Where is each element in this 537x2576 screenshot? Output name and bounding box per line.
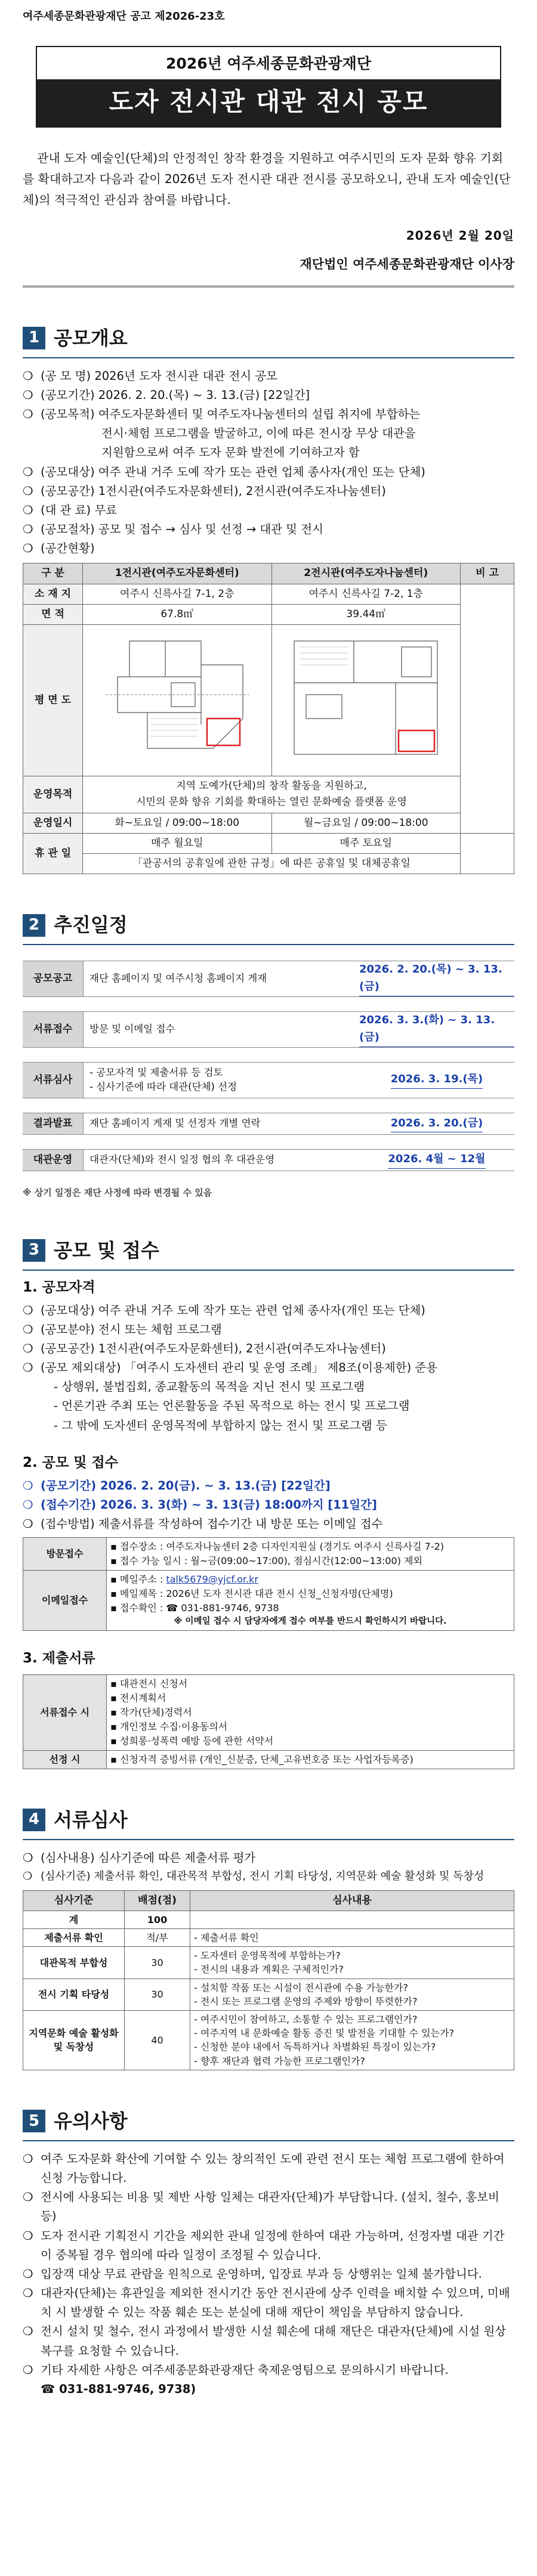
table-cell: 67.8㎡ xyxy=(83,604,272,624)
list-item: ❍ (공 모 명) 2026년 도자 전시관 대관 전시 공모 xyxy=(23,367,514,386)
email-link[interactable]: talk5679@yjcf.or.kr xyxy=(166,1574,258,1586)
schedule-desc: 재단 홈페이지 게재 및 선정자 개별 연락 xyxy=(90,1117,261,1129)
section-heading-cautions xyxy=(23,2106,514,2137)
circle-bullet-icon: ❍ xyxy=(23,1361,33,1375)
schedule-desc: 대관자(단체)와 전시 일정 협의 후 대관운영 xyxy=(90,1153,275,1165)
section-rule xyxy=(23,1839,514,1840)
title-box xyxy=(36,46,501,128)
header-subtitle: 2026년 여주세종문화관광재단 xyxy=(166,54,371,72)
table-cell: 지역 도예가(단체)의 창작 활동을 지원하고, 시민의 문화 향유 기회를 확대하는 열린 문화예술 플랫폼 운영 xyxy=(83,776,461,813)
section-heading-schedule xyxy=(23,910,514,940)
section-heading-apply xyxy=(23,1236,514,1266)
schedule-date: 2026. 4월 ~ 12월 xyxy=(359,1150,514,1171)
schedule-step: 대관운영 xyxy=(23,1150,84,1171)
section-heading-overview xyxy=(23,323,514,354)
schedule-step: 공모공고 xyxy=(23,961,84,996)
list-item: ❍ (공모 제외대상) 「여주시 도자센터 관리 및 운영 조례」 제8조(이용제한) 준용 xyxy=(23,1358,514,1377)
table-cell: 계 xyxy=(23,1911,125,1928)
schedule-date: 2026. 3. 20.(금) xyxy=(359,1113,514,1134)
notice-date: 2026년 2월 20일 xyxy=(406,228,514,243)
space-table xyxy=(23,563,514,874)
row-label: 운영일시 xyxy=(23,813,83,833)
subheading: 3. 제출서류 xyxy=(23,1650,95,1666)
section-title: 공모 및 접수 xyxy=(54,1239,159,1262)
review-list xyxy=(23,1849,514,1885)
row-label: 소 재 지 xyxy=(23,584,83,604)
cautions-list xyxy=(23,2150,514,2398)
table-cell: ▪ 메일주소 : talk5679@yjcf.or.kr ▪ 메일제목 : 2026년 도자 전시관 대관 전시 신청_신청자명(단체명) ▪ 접수확인 : ☎ 031-881-9746, 9738 ※ 이메일 접수 시 담당자에게 접수 여부를 반드시 확인하시기 바랍니다. xyxy=(107,1571,514,1631)
circle-bullet-icon: ❍ xyxy=(23,2267,33,2281)
circle-bullet-icon: ❍ xyxy=(23,1322,33,1336)
circle-bullet-icon: ❍ xyxy=(23,465,33,479)
circle-bullet-icon: ❍ xyxy=(23,1478,33,1493)
row-label: 휴 관 일 xyxy=(23,833,83,874)
documents-table xyxy=(23,1674,514,1769)
schedule-desc: 방문 및 이메일 접수 xyxy=(90,1023,175,1035)
row-label: 운영목적 xyxy=(23,776,83,813)
table-cell: 「관공서의 공휴일에 관한 규정」에 따른 공휴일 및 대체공휴일 xyxy=(83,853,461,874)
circle-bullet-icon: ❍ xyxy=(23,503,33,517)
section-number: 1 xyxy=(23,327,45,349)
circle-bullet-icon: ❍ xyxy=(23,1869,33,1883)
section-rule xyxy=(23,2140,514,2141)
table-cell: ▪ 접수장소 : 여주도자나눔센터 2층 디자인지원실 (경기도 여주시 신륵사길 7-2) ▪ 접수 가능 일시 : 월~금(09:00~17:00), 점심시간(12:00~13:00) 제외 xyxy=(107,1538,514,1571)
circle-bullet-icon: ❍ xyxy=(23,2151,33,2166)
section-title: 유의사항 xyxy=(54,2109,128,2132)
list-item: ❍ (심사내용) 심사기준에 따른 제출서류 평가 xyxy=(23,1849,514,1868)
circle-bullet-icon: ❍ xyxy=(23,541,33,556)
subheading: 1. 공모자격 xyxy=(23,1279,95,1295)
list-item: ❍ 여주 도자문화 확산에 기여할 수 있는 창의적인 도예 관련 전시 또는 체험 프로그램에 한하여 신청 가능합니다. xyxy=(23,2150,514,2188)
circle-bullet-icon: ❍ xyxy=(23,2190,33,2205)
table-cell: 39.44㎡ xyxy=(271,604,461,624)
table-row: 대관목적 부합성 30 - 도자센터 운영목적에 부합하는가? - 전시의 내용과 계획은 구체적인가? xyxy=(23,1947,514,1979)
intro-paragraph: 관내 도자 예술인(단체)의 안정적인 창작 환경을 지원하고 여주시민의 도자 문화 향유 기회를 확대하고자 다음과 같이 2026년 도자 전시관 대관 전시를 공모하오니, 관내 도자 예술인(단체)의 적극적인 관심과 참여를 바랍니다. xyxy=(23,150,511,207)
section-number: 2 xyxy=(23,914,45,937)
list-item: ❍ (공모분야) 전시 또는 체험 프로그램 xyxy=(23,1320,514,1339)
circle-bullet-icon: ❍ xyxy=(23,522,33,537)
list-item: ❍ 전시 설치 및 철수, 전시 과정에서 발생한 시설 훼손에 대해 재단은 대관자(단체)에 시설 원상복구를 요청할 수 있습니다. xyxy=(23,2322,514,2360)
apply-list xyxy=(23,1476,514,1534)
divider xyxy=(23,286,514,287)
dash-item: - 언론기관 주최 또는 언론활동을 주된 목적으로 하는 전시 및 프로그램 xyxy=(54,1399,410,1413)
submission-method-table xyxy=(23,1537,514,1631)
list-item: ❍ (접수기간) 2026. 3. 3(화) ~ 3. 13(금) 18:00까지 [11일간] xyxy=(23,1496,514,1515)
table-cell: 매주 월요일 xyxy=(83,833,272,853)
schedule-row xyxy=(23,1113,514,1135)
table-row: 제출서류 확인 적/부 - 제출서류 확인 xyxy=(23,1929,514,1947)
list-item: ❍ 전시에 사용되는 비용 및 제반 사항 일체는 대관자(단체)가 부담합니다. (설치, 철수, 홍보비 등) xyxy=(23,2188,514,2226)
header-title: 도자 전시관 대관 전시 공모 xyxy=(37,79,500,126)
review-criteria-table xyxy=(23,1890,514,2070)
table-row: 지역문화 예술 활성화 및 독창성 40 - 여주시민이 참여하고, 소통할 수 있는 프로그램인가? - 여주지역 내 문화예술 활동 증진 및 발전을 기대할 수 있는가? - 신청한 분야 내에서 독특하거나 차별화된 특징이 있는가? - 향후 재단과 협력 가능한 프로그램인가? xyxy=(23,2010,514,2070)
schedule-row xyxy=(23,1149,514,1171)
notice-number: 여주세종문화관광재단 공고 제2026-23호 xyxy=(23,10,225,23)
circle-bullet-icon: ❍ xyxy=(23,2363,33,2377)
section-number: 4 xyxy=(23,1809,45,1831)
table-header: 심사기준 xyxy=(23,1890,125,1911)
row-label: 방문접수 xyxy=(23,1538,107,1571)
table-header: 1전시관(여주도자문화센터) xyxy=(83,564,272,584)
list-item: ❍ 기타 자세한 사항은 여주세종문화관광재단 축제운영팀으로 문의하시기 바랍니다. xyxy=(23,2361,514,2380)
dash-item: - 상행위, 불법집회, 종교활동의 목적을 지닌 전시 및 프로그램 xyxy=(54,1380,365,1394)
circle-bullet-icon: ❍ xyxy=(23,484,33,498)
schedule-note: ※ 상기 일정은 재단 사정에 따라 변경될 수 있음 xyxy=(23,1187,212,1198)
row-label: 평 면 도 xyxy=(23,625,83,776)
list-item-continued: 지원함으로써 여주 도자 문화 발전에 기여하고자 함 xyxy=(101,445,360,460)
signature: 재단법인 여주세종문화관광재단 이사장 xyxy=(300,256,514,271)
table-cell: ▪ 대관전시 신청서 ▪ 전시계획서 ▪ 작가(단체)경력서 ▪ 개인정보 수집·이용동의서 ▪ 성희롱·성폭력 예방 등에 관한 서약서 xyxy=(107,1674,514,1750)
list-item: ❍ (공모공간) 1전시관(여주도자문화센터), 2전시관(여주도자나눔센터) xyxy=(23,482,514,501)
circle-bullet-icon: ❍ xyxy=(23,1850,33,1865)
schedule-step: 서류접수 xyxy=(23,1012,84,1047)
list-item: ❍ (대 관 료) 무료 xyxy=(23,501,514,520)
circle-bullet-icon: ❍ xyxy=(23,369,33,383)
subheading: 2. 공모 및 접수 xyxy=(23,1454,118,1470)
table-header: 2전시관(여주도자나눔센터) xyxy=(271,564,461,584)
table-cell: 화~토요일 / 09:00~18:00 xyxy=(83,813,272,833)
dash-item: - 그 밖에 도자센터 운영목적에 부합하지 않는 전시 및 프로그램 등 xyxy=(54,1418,387,1432)
list-item: ❍ (공모기간) 2026. 2. 20(금). ~ 3. 13.(금) [22일간] xyxy=(23,1476,514,1496)
list-item: ❍ (공모대상) 여주 관내 거주 도예 작가 또는 관련 업체 종사자(개인 또는 단체) xyxy=(23,1301,514,1320)
schedule-step: 서류심사 xyxy=(23,1063,84,1098)
circle-bullet-icon: ❍ xyxy=(23,388,33,402)
circle-bullet-icon: ❍ xyxy=(23,1303,33,1317)
circle-bullet-icon: ❍ xyxy=(23,407,33,422)
circle-bullet-icon: ❍ xyxy=(23,2324,33,2339)
section-rule xyxy=(23,357,514,358)
table-cell: 여주시 신륵사길 7-1, 2층 xyxy=(83,584,272,604)
section-title: 서류심사 xyxy=(54,1808,128,1831)
list-item: ❍ (공모공간) 1전시관(여주도자문화센터), 2전시관(여주도자나눔센터) xyxy=(23,1339,514,1358)
row-label: 선정 시 xyxy=(23,1750,107,1769)
circle-bullet-icon: ❍ xyxy=(23,2286,33,2301)
section-rule xyxy=(23,944,514,945)
list-item: ❍ (공모대상) 여주 관내 거주 도예 작가 또는 관련 업체 종사자(개인 또는 단체) xyxy=(23,463,514,482)
table-cell: 월~금요일 / 09:00~18:00 xyxy=(271,813,461,833)
overview-list xyxy=(23,367,514,559)
schedule-row xyxy=(23,961,514,997)
section-heading-review xyxy=(23,1805,514,1835)
row-label: 서류접수 시 xyxy=(23,1674,107,1750)
list-item: ❍ (공모절차) 공모 및 접수 → 심사 및 선정 → 대관 및 전시 xyxy=(23,520,514,539)
section-rule xyxy=(23,1270,514,1271)
list-item: ❍ (접수방법) 제출서류를 작성하여 접수기간 내 방문 또는 이메일 접수 xyxy=(23,1515,514,1534)
table-cell: 여주시 신륵사길 7-2, 1층 xyxy=(271,584,461,604)
floor-plan-2 xyxy=(271,625,461,776)
floor-plan-1 xyxy=(83,625,272,776)
circle-bullet-icon: ❍ xyxy=(23,2228,33,2243)
row-label: 면 적 xyxy=(23,604,83,624)
floor-plan-image xyxy=(94,629,261,766)
table-cell xyxy=(461,584,514,833)
list-item: ❍ (심사기준) 제출서류 확인, 대관목적 부합성, 전시 기획 타당성, 지역문화 예술 활성화 및 독창성 xyxy=(23,1868,514,1885)
list-item: ❍ (공모기간) 2026. 2. 20.(목) ~ 3. 13.(금) [22일간] xyxy=(23,386,514,405)
schedule-desc: - 공모자격 및 제출서류 등 검토 - 심사기준에 따라 대관(단체) 선정 xyxy=(90,1066,237,1093)
list-item-continued: 전시·체험 프로그램을 발굴하고, 이에 따른 전시장 무상 대관을 xyxy=(101,426,416,441)
list-item: ❍ 입장객 대상 무료 관람을 원칙으로 운영하며, 입장료 부과 등 상행위는 일체 불가합니다. xyxy=(23,2265,514,2284)
circle-bullet-icon: ❍ xyxy=(23,1516,33,1531)
list-item: ❍ 대관자(단체)는 휴관일을 제외한 전시기간 동안 전시관에 상주 인력을 배치할 수 있으며, 미배치 시 발생할 수 있는 작품 훼손 또는 분실에 대해 재단이 책임을 부담하지 않습니다. xyxy=(23,2284,514,2322)
table-cell: 100 xyxy=(125,1911,190,1928)
table-cell xyxy=(190,1911,514,1928)
list-item: ❍ (공모목적) 여주도자문화센터 및 여주도자나눔센터의 설립 취지에 부합하는 xyxy=(23,405,514,424)
table-header: 배점(점) xyxy=(125,1890,190,1911)
list-item: ❍ (공간현황) xyxy=(23,539,514,558)
list-item: ❍ 도자 전시관 기획전시 기간을 제외한 관내 일정에 한하여 대관 가능하며, 선정자별 대관 기간이 중복될 경우 협의에 따라 일정이 조정될 수 있습니다. xyxy=(23,2227,514,2265)
circle-bullet-icon: ❍ xyxy=(23,1497,33,1512)
table-cell xyxy=(461,833,514,874)
floor-plan-image xyxy=(282,629,449,766)
table-cell: ▪ 신청자격 증빙서류 (개인_신분증, 단체_고유번호증 또는 사업자등록증) xyxy=(107,1750,514,1769)
eligibility-list xyxy=(23,1301,514,1435)
row-label: 이메일접수 xyxy=(23,1571,107,1631)
contact-phone: ☎ 031-881-9746, 9738) xyxy=(41,2382,196,2396)
table-row: 전시 기획 타당성 30 - 설치할 작품 또는 시설이 전시관에 수용 가능한가? - 전시 또는 프로그램 운영의 주제와 방향이 뚜렷한가? xyxy=(23,1979,514,2010)
section-number: 3 xyxy=(23,1239,45,1262)
schedule-row xyxy=(23,1011,514,1048)
section-number: 5 xyxy=(23,2110,45,2132)
section-title: 추진일정 xyxy=(54,914,128,937)
schedule-date: 2026. 3. 3.(화) ~ 3. 13.(금) xyxy=(359,1012,514,1047)
section-title: 공모개요 xyxy=(54,326,128,349)
table-header: 비 고 xyxy=(461,564,514,584)
schedule-desc: 재단 홈페이지 및 여주시청 홈페이지 게재 xyxy=(90,973,267,984)
schedule-date: 2026. 3. 19.(목) xyxy=(359,1063,514,1098)
table-header: 심사내용 xyxy=(190,1890,514,1911)
table-header: 구 분 xyxy=(23,564,83,584)
schedule-list xyxy=(23,961,514,1199)
schedule-date: 2026. 2. 20.(목) ~ 3. 13.(금) xyxy=(359,961,514,996)
schedule-row xyxy=(23,1062,514,1099)
table-cell: 매주 토요일 xyxy=(271,833,461,853)
circle-bullet-icon: ❍ xyxy=(23,1341,33,1355)
schedule-step: 결과발표 xyxy=(23,1113,84,1134)
